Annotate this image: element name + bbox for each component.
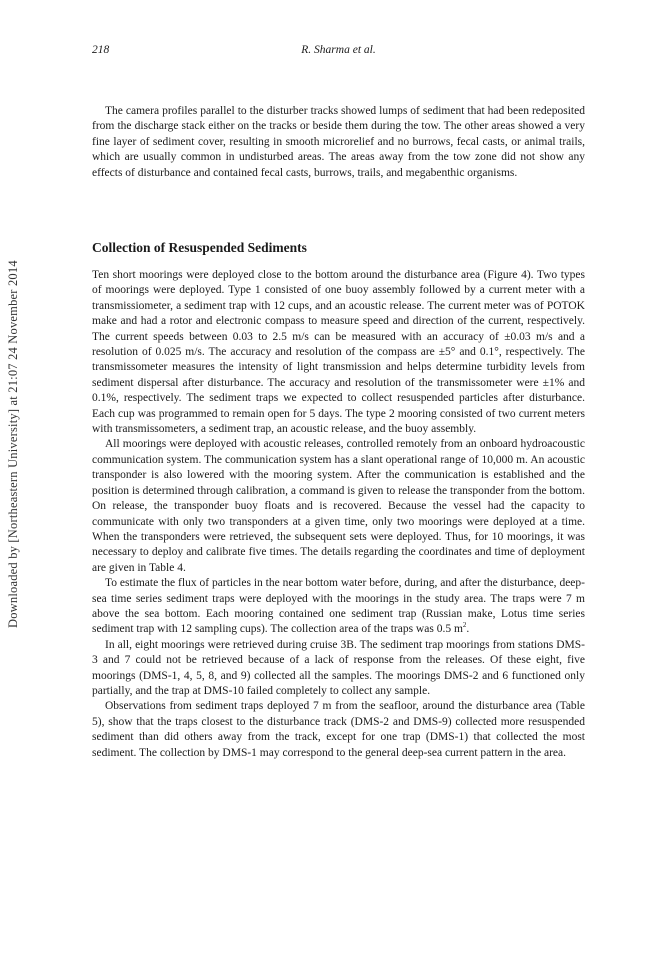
paragraph-acoustic-releases: All moorings were deployed with acoustic releases, controlled remotely from an onboard hydroacoustic communication system. The communication system has a slant operational range of 10,000 m. An acoustic transponder is also lowered with the mooring system. After the communication is established and the position is determined through calibration, a command is given to release the transponder from the bottom. On release, the transponder buoy floats and is recovered. Because the vessel had the capacity to communicate with only two transponders at a given time, only two moorings were deployed at a time. When the transponders were retrieved, the subsequent sets were deployed. Thus, for 10 moorings, it was necessary to deploy and calibrate five times. The details regarding the coordinates and time of deployment are given in Table 4. xyxy=(92,438,585,574)
paragraph-moorings: Ten short moorings were deployed close to the bottom around the disturbance area (Figure 4). Two types of moorings were deployed. Type 1 consisted of one buoy assembly followed by a current meter with a transmissiometer, a sediment trap with 12 cups, and an acoustic release. The current meter was of POTOK make and had a rotor and electronic compass to measure speed and direction of the current, respectively. The current speeds between 0.03 to 2.5 m/s can be measured with an accuracy of ±0.03 m/s and a resolution of 0.025 m/s. The accuracy and resolution of the compass are ±5° and 0.1°, respectively. The transmissometer measures the intensity of light transmission and helps determine turbidity levels from sediment dispersal after disturbance. The accuracy and resolution of the transmissometer were ±1% and 0.1%, respectively. The sediment traps we expected to collect resuspended particles after disturbance. Each cup was programmed to remain open for 5 days. The type 2 mooring consisted of two current meters with transmissometers, a sediment trap, an acoustic release, and the buoy assembly. xyxy=(92,269,585,436)
paragraph-sediment-traps xyxy=(92,576,585,638)
intro-section xyxy=(92,104,585,181)
paragraph-observations: Observations from sediment traps deployed 7 m from the seafloor, around the disturbance area (Table 5), show that the traps closest to the disturbance track (DMS-2 and DMS-9) collected more resuspended sediment than did others away from the track, except for one trap (DMS-1) that collected the most sediment. The collection by DMS-1 may correspond to the general deep-sea current pattern in the area. xyxy=(92,700,585,759)
download-stamp-text: Downloaded by [Northeastern University] at 21:07 24 November 2014 xyxy=(6,260,20,628)
download-stamp xyxy=(6,0,22,960)
page-number: 218 xyxy=(92,44,110,56)
paragraph-retrieval: In all, eight moorings were retrieved during cruise 3B. The sediment trap moorings from stations DMS-3 and 7 could not be retrieved because of a lack of response from the releases. Of these eight, five moorings (DMS-1, 4, 5, 8, and 9) collected all the samples. The moorings DMS-2 and 6 functioned only partially, and the trap at DMS-10 failed completely to collect any sample. xyxy=(92,638,585,697)
area-suffix: . xyxy=(466,623,470,636)
area-superscript: 2 xyxy=(462,621,467,630)
intro-paragraph: The camera profiles parallel to the disturber tracks showed lumps of sediment that had been redeposited from the discharge stack either on the tracks or beside them during the tow. The other areas showed a very fine layer of sediment cover, resulting in smooth microrelief and no burrows, fecal casts, or animal trails, which are usually common in undisturbed areas. The areas away from the tow zone did not show any effects of disturbance and contained fecal casts, burrows, trails, and megabenthic organisms. xyxy=(92,105,585,179)
running-header xyxy=(92,44,585,60)
section-body xyxy=(92,268,585,761)
running-title: R. Sharma et al. xyxy=(301,44,376,56)
paragraph-sediment-traps-text: To estimate the flux of particles in the near bottom water before, during, and after the disturbance, deep-sea time series sediment traps were deployed with the moorings in the study area. The traps were 7 m above the sea bottom. Each mooring contained one sediment trap (Russian make, Lotus time series sediment trap with 12 sampling cups). The collection area of the traps was 0.5 m xyxy=(92,577,585,636)
section-heading: Collection of Resuspended Sediments xyxy=(92,240,307,255)
